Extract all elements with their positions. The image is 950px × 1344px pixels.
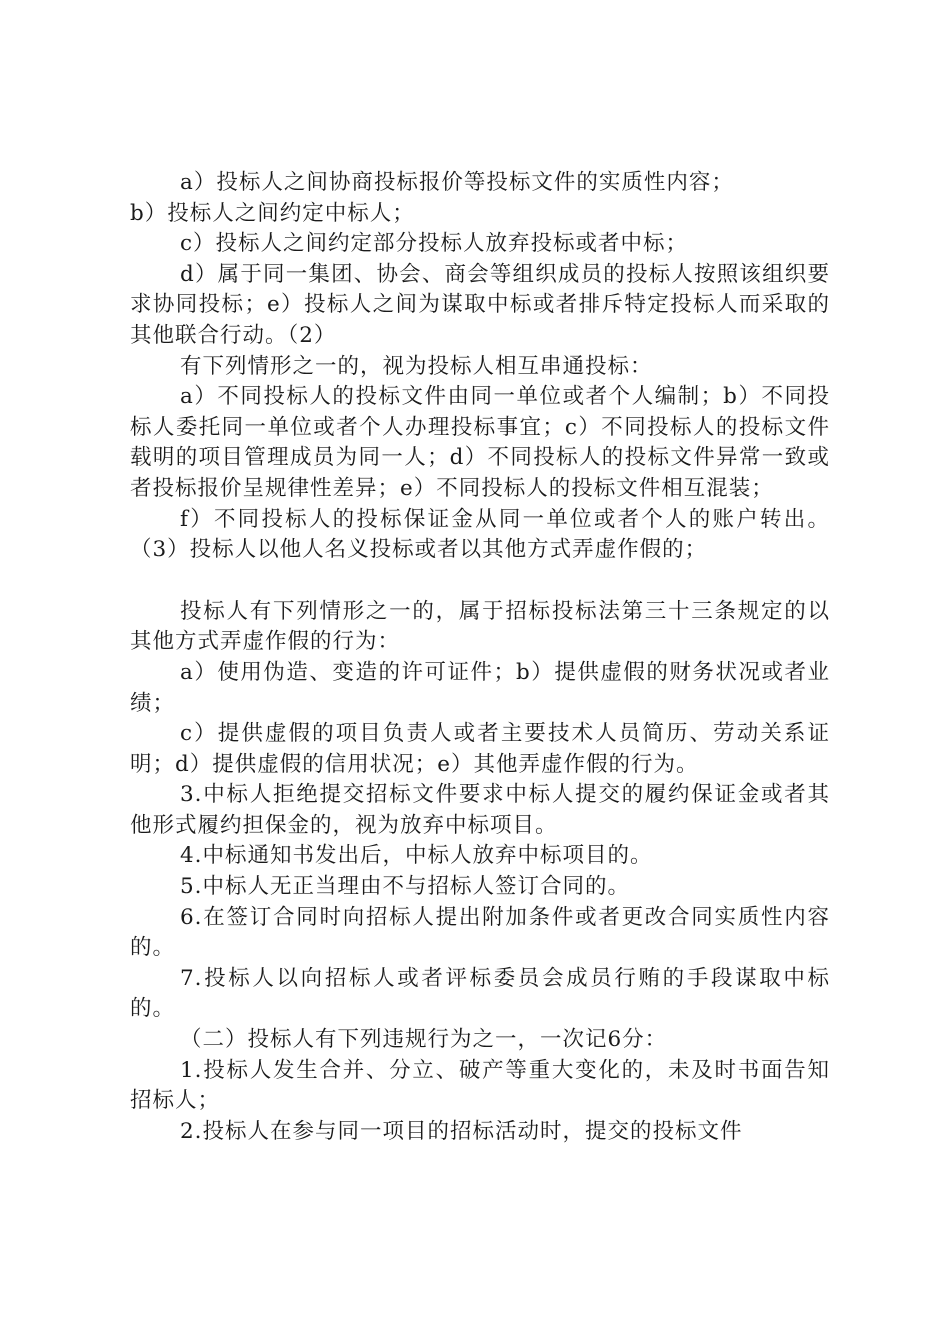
paragraph-item-5: 5.中标人无正当理由不与招标人签订合同的。 [180, 874, 631, 900]
document-body [130, 168, 830, 1147]
section-heading-2: （二）投标人有下列违规行为之一，一次记6分： [180, 1027, 668, 1053]
paragraph-collusion-b: b）投标人之间约定中标人； [130, 200, 415, 226]
paragraph-item-3: 3.中标人拒绝提交招标文件要求中标人提交的履约保证金或者其他形式履约担保金的，视为放弃中标项目。 [130, 782, 830, 838]
paragraph-sub-item-1: 1.投标人发生合并、分立、破产等重大变化的，未及时书面告知招标人； [130, 1057, 830, 1114]
paragraph-fraud-heading: 投标人有下列情形之一的，属于招标投标法第三十三条规定的以其他方式弄虚作假的行为： [130, 598, 830, 655]
paragraph-collusion-a: a）投标人之间协商投标报价等投标文件的实质性内容； [180, 170, 734, 195]
paragraph-item-7: 7.投标人以向招标人或者评标委员会成员行贿的手段谋取中标的。 [130, 965, 830, 1022]
paragraph-fraud-a-b: a）使用伪造、变造的许可证件；b）提供虚假的财务状况或者业绩； [130, 659, 830, 716]
paragraph-collusion-d-e: d）属于同一集团、协会、商会等组织成员的投标人按照该组织要求协同投标；e）投标人之间为谋取中标或者排斥特定投标人而采取的其他联合行动。（2） [130, 261, 830, 348]
paragraph-deemed-collusion-a-e: a）不同投标人的投标文件由同一单位或者个人编制；b）不同投标人委托同一单位或者个人办理投标事宜；c）不同投标人的投标文件载明的项目管理成员为同一人；d）不同投标人的投标文件异常一致或者投标报价呈规律性差异；e）不同投标人的投标文件相互混装； [130, 384, 830, 501]
paragraph-deemed-collusion-heading: 有下列情形之一的，视为投标人相互串通投标： [180, 353, 653, 379]
paragraph-collusion-c: c）投标人之间约定部分投标人放弃投标或者中标； [180, 231, 689, 257]
paragraph-item-4: 4.中标通知书发出后，中标人放弃中标项目的。 [180, 843, 653, 869]
paragraph-sub-item-2: 2.投标人在参与同一项目的招标活动时，提交的投标文件 [180, 1118, 743, 1144]
paragraph-fraud-c-e: c）提供虚假的项目负责人或者主要技术人员简历、劳动关系证明；d）提供虚假的信用状况；e）其他弄虚作假的行为。 [130, 721, 830, 777]
paragraph-item-6: 6.在签订合同时向招标人提出附加条件或者更改合同实质性内容的。 [130, 904, 830, 961]
paragraph-deemed-collusion-f: f）不同投标人的投标保证金从同一单位或者个人的账户转出。（3）投标人以他人名义投标或者以其他方式弄虚作假的； [130, 506, 830, 563]
